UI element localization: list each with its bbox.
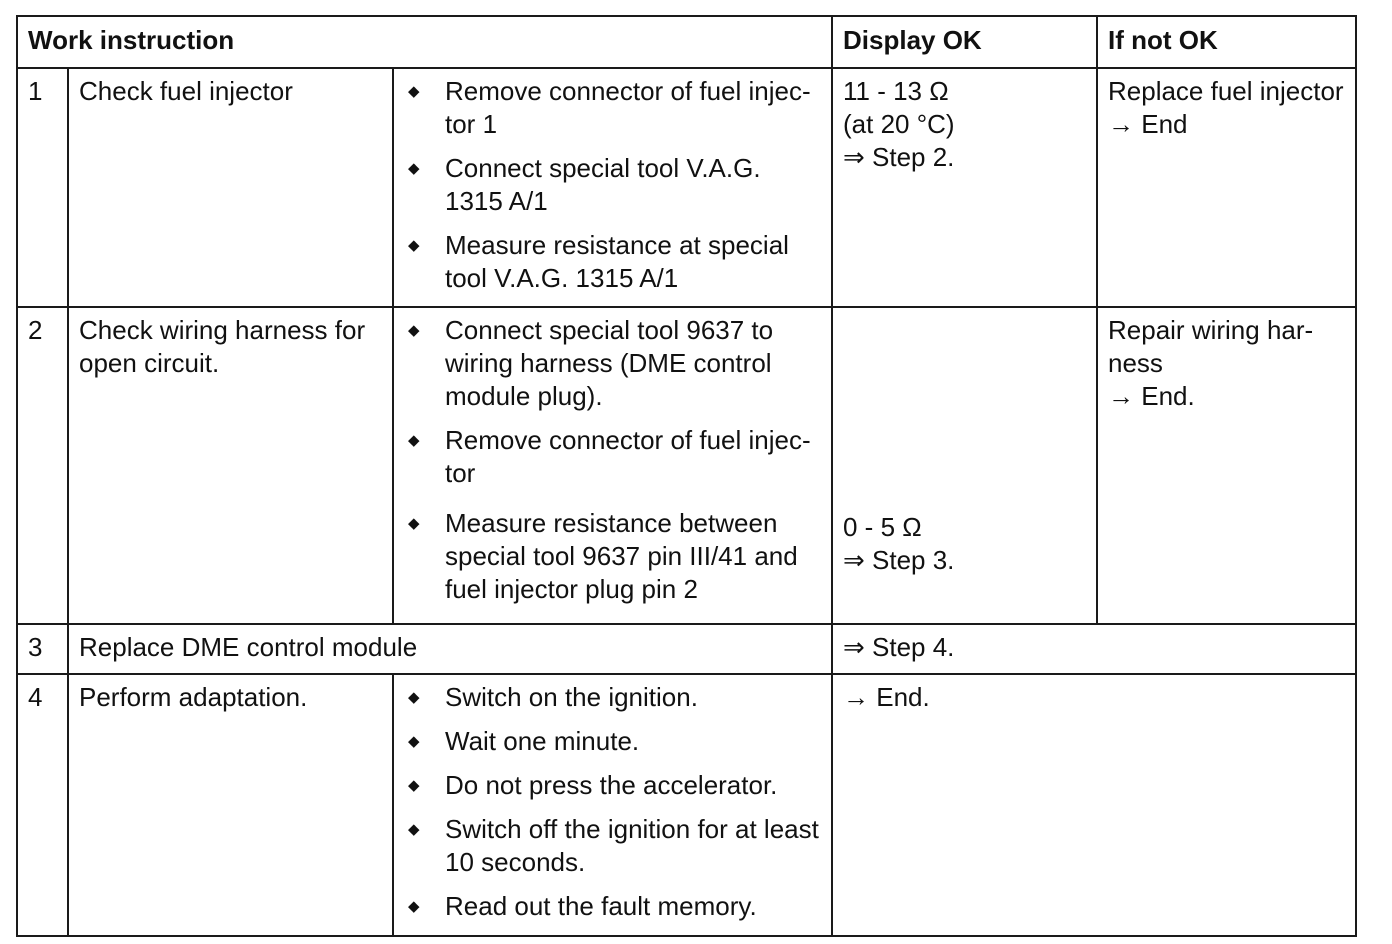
list-item	[404, 769, 821, 802]
list-item	[404, 890, 821, 923]
step-text: Remove connector of fuel injec-tor 1	[445, 76, 811, 139]
if-not-ok-line: → End	[1108, 109, 1188, 139]
step-number: 1	[17, 68, 68, 307]
display-ok-cell: ⇒ Step 4.	[832, 624, 1356, 674]
if-not-ok-line: Repair wiring har-ness	[1108, 315, 1314, 378]
list-item	[404, 75, 821, 141]
task-text: Check fuel injector	[68, 68, 393, 307]
step-list	[404, 314, 821, 606]
bullet-icon: ◆	[408, 821, 420, 838]
bullet-icon: ◆	[408, 160, 420, 177]
header-if-not-ok: If not OK	[1097, 16, 1356, 68]
step-list	[404, 75, 821, 295]
step-text: Connect special tool 9637 to wiring harness (DME control module plug).	[445, 315, 774, 411]
bullet-icon: ◆	[408, 515, 420, 532]
task-text: Perform adaptation.	[68, 674, 393, 936]
display-ok-cell: → End.	[832, 674, 1356, 936]
task-text: Check wiring harness for open circuit.	[68, 307, 393, 624]
bullet-icon: ◆	[408, 898, 420, 915]
step-number: 2	[17, 307, 68, 624]
display-ok-line: 0 - 5 Ω	[843, 512, 922, 542]
step-text: Read out the fault memory.	[445, 891, 757, 921]
step-list	[404, 681, 821, 923]
list-item	[404, 507, 821, 606]
table-row	[17, 307, 1356, 624]
step-list-cell	[393, 674, 832, 936]
bullet-icon: ◆	[408, 432, 420, 449]
bullet-icon: ◆	[408, 733, 420, 750]
step-number: 3	[17, 624, 68, 674]
bullet-icon: ◆	[408, 322, 420, 339]
bullet-icon: ◆	[408, 83, 420, 100]
if-not-ok-cell	[1097, 307, 1356, 624]
step-text: Connect special tool V.A.G. 1315 A/1	[445, 153, 761, 216]
display-ok-line: 11 - 13 Ω	[843, 76, 949, 106]
table-row	[17, 674, 1356, 936]
step-number: 4	[17, 674, 68, 936]
bullet-icon: ◆	[408, 237, 420, 254]
if-not-ok-line: → End.	[1108, 381, 1195, 411]
task-text: Replace DME control module	[68, 624, 832, 674]
step-text: Wait one minute.	[445, 726, 640, 756]
list-item	[404, 229, 821, 295]
display-ok-cell	[832, 68, 1097, 307]
display-ok-line: ⇒ Step 2.	[843, 142, 955, 172]
list-item	[404, 725, 821, 758]
display-ok-line: ⇒ Step 3.	[843, 545, 955, 575]
step-text: Do not press the accelerator.	[445, 770, 778, 800]
list-item	[404, 152, 821, 218]
display-ok-cell	[832, 307, 1097, 624]
bullet-icon: ◆	[408, 689, 420, 706]
header-work-instruction: Work instruction	[17, 16, 832, 68]
table-header-row	[17, 16, 1356, 68]
list-item	[404, 314, 821, 413]
step-list-cell	[393, 68, 832, 307]
list-item	[404, 424, 821, 490]
list-item	[404, 813, 821, 879]
table-row	[17, 68, 1356, 307]
step-list-cell	[393, 307, 832, 624]
bullet-icon: ◆	[408, 777, 420, 794]
procedure-table	[16, 15, 1357, 937]
table-row	[17, 624, 1356, 674]
display-ok-line: (at 20 °C)	[843, 109, 955, 139]
if-not-ok-line: Replace fuel injector	[1108, 76, 1344, 106]
step-text: Measure resistance between special tool 9637 pin III/41 and fuel injector plug pin 2	[445, 508, 798, 604]
header-display-ok: Display OK	[832, 16, 1097, 68]
step-text: Switch off the ignition for at least 10 seconds.	[445, 814, 819, 877]
step-text: Switch on the ignition.	[445, 682, 698, 712]
if-not-ok-cell	[1097, 68, 1356, 307]
step-text: Measure resistance at special tool V.A.G. 1315 A/1	[445, 230, 789, 293]
list-item	[404, 681, 821, 714]
step-text: Remove connector of fuel injec-tor	[445, 425, 811, 488]
